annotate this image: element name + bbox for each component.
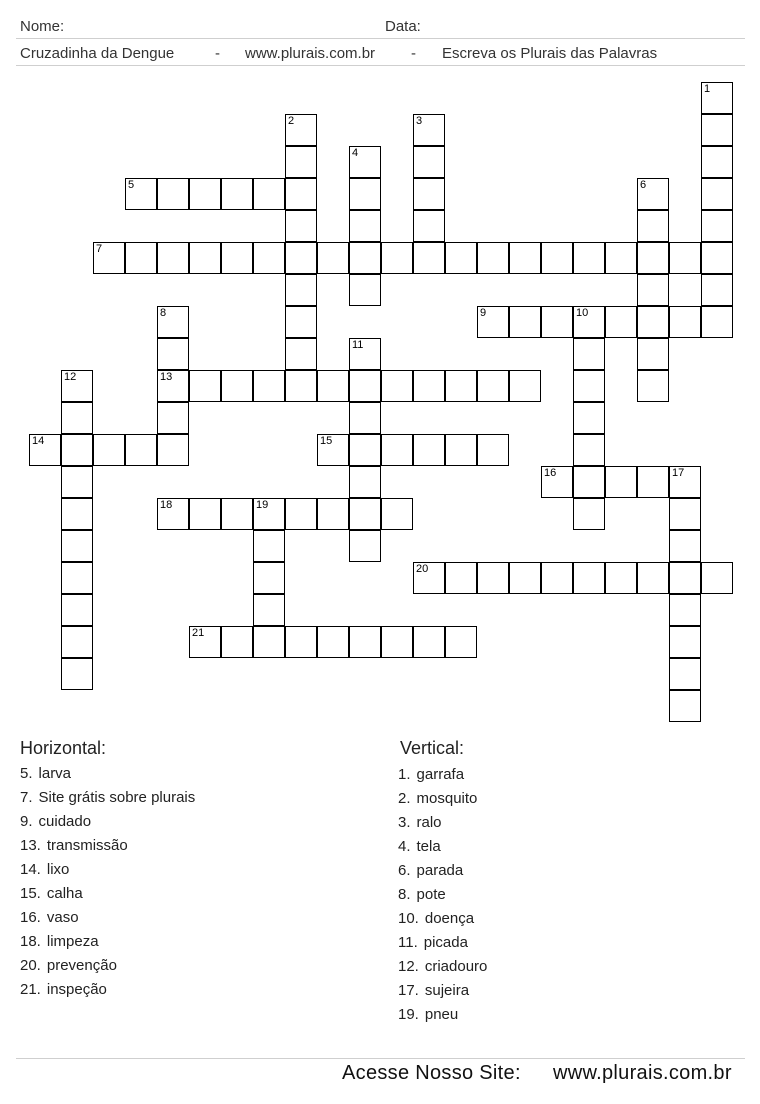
- crossword-cell[interactable]: [477, 306, 509, 338]
- clue-number: 4: [352, 147, 359, 159]
- crossword-cell[interactable]: [189, 178, 221, 210]
- crossword-cell[interactable]: [285, 338, 317, 370]
- crossword-cell[interactable]: [381, 434, 413, 466]
- across-clue-item: [20, 906, 195, 930]
- crossword-cell[interactable]: [285, 498, 317, 530]
- crossword-cell[interactable]: [61, 562, 93, 594]
- clue-number: 20: [416, 563, 429, 575]
- clue-item-number: 14.: [20, 861, 41, 878]
- crossword-cell[interactable]: [381, 370, 413, 402]
- crossword-cell[interactable]: [701, 562, 733, 594]
- crossword-cell[interactable]: [125, 242, 157, 274]
- clue-item-text: tela: [416, 838, 441, 855]
- crossword-cell[interactable]: [477, 562, 509, 594]
- crossword-cell[interactable]: [413, 434, 445, 466]
- clue-item-text: prevenção: [46, 957, 117, 974]
- crossword-cell[interactable]: [349, 274, 381, 306]
- across-clue-list: [20, 762, 195, 1002]
- down-clue-item: [398, 835, 487, 859]
- crossword-cell[interactable]: [605, 562, 637, 594]
- crossword-cell[interactable]: [349, 530, 381, 562]
- across-clues-title: Horizontal:: [20, 738, 107, 758]
- across-clue-item: [20, 858, 195, 882]
- crossword-cell[interactable]: [189, 370, 221, 402]
- crossword-cell[interactable]: [253, 530, 285, 562]
- crossword-cell[interactable]: [189, 242, 221, 274]
- crossword-cell[interactable]: [285, 146, 317, 178]
- crossword-cell[interactable]: [61, 402, 93, 434]
- down-clue-item: [398, 787, 487, 811]
- crossword-cell[interactable]: [509, 242, 541, 274]
- crossword-cell[interactable]: [701, 146, 733, 178]
- crossword-cell[interactable]: [701, 210, 733, 242]
- clue-number: 13: [160, 371, 173, 383]
- across-clue-item: [20, 954, 195, 978]
- crossword-cell[interactable]: [669, 498, 701, 530]
- crossword-cell[interactable]: [701, 114, 733, 146]
- crossword-cell[interactable]: [413, 178, 445, 210]
- crossword-cell[interactable]: [669, 690, 701, 722]
- crossword-cell[interactable]: [477, 434, 509, 466]
- clue-item-number: 9.: [20, 813, 33, 830]
- across-clue-item: [20, 786, 195, 810]
- clue-item-number: 7.: [20, 789, 33, 806]
- crossword-cell[interactable]: [573, 498, 605, 530]
- clue-number: 19: [256, 499, 269, 511]
- across-clue-item: [20, 834, 195, 858]
- clue-item-number: 13.: [20, 837, 41, 854]
- clue-item-text: sujeira: [424, 982, 470, 999]
- crossword-cell[interactable]: [157, 402, 189, 434]
- crossword-cell[interactable]: [413, 626, 445, 658]
- crossword-cell[interactable]: [445, 434, 477, 466]
- clue-item-text: cuidado: [38, 813, 92, 830]
- clue-item-number: 16.: [20, 909, 41, 926]
- header-site-link[interactable]: www.plurais.com.br: [245, 45, 376, 62]
- crossword-cell[interactable]: [637, 562, 669, 594]
- crossword-cell[interactable]: [349, 210, 381, 242]
- crossword-cell[interactable]: [125, 434, 157, 466]
- crossword-cell[interactable]: [637, 306, 669, 338]
- crossword-cell[interactable]: [253, 178, 285, 210]
- clue-number: 18: [160, 499, 173, 511]
- crossword-cell[interactable]: [413, 146, 445, 178]
- crossword-cell[interactable]: [61, 626, 93, 658]
- clue-item-text: lixo: [46, 861, 70, 878]
- clue-item-text: picada: [423, 934, 468, 951]
- down-clue-item: [398, 979, 487, 1003]
- clue-item-number: 5.: [20, 765, 33, 782]
- crossword-cell[interactable]: [637, 338, 669, 370]
- crossword-cell[interactable]: [573, 466, 605, 498]
- clue-item-text: pneu: [424, 1006, 459, 1023]
- down-clue-list: [398, 763, 487, 1027]
- crossword-cell[interactable]: [221, 178, 253, 210]
- crossword-cell[interactable]: [125, 178, 157, 210]
- clue-item-text: ralo: [416, 814, 442, 831]
- clue-item-number: 11.: [398, 934, 418, 951]
- across-clue-item: [20, 978, 195, 1002]
- crossword-cell[interactable]: [541, 466, 573, 498]
- crossword-cell[interactable]: [701, 82, 733, 114]
- crossword-cell[interactable]: [509, 370, 541, 402]
- crossword-cell[interactable]: [349, 434, 381, 466]
- crossword-cell[interactable]: [669, 242, 701, 274]
- clue-item-text: limpeza: [46, 933, 99, 950]
- crossword-cell[interactable]: [253, 370, 285, 402]
- down-clues-title: Vertical:: [400, 738, 465, 758]
- crossword-cell[interactable]: [29, 434, 61, 466]
- crossword-cell[interactable]: [349, 498, 381, 530]
- crossword-cell[interactable]: [317, 370, 349, 402]
- clue-number: 9: [480, 307, 487, 319]
- crossword-cell[interactable]: [701, 306, 733, 338]
- footer-divider: [16, 1058, 745, 1059]
- down-clue-item: [398, 907, 487, 931]
- crossword-cell[interactable]: [541, 562, 573, 594]
- crossword-cell[interactable]: [61, 434, 93, 466]
- crossword-cell[interactable]: [189, 498, 221, 530]
- crossword-cell[interactable]: [669, 594, 701, 626]
- crossword-cell[interactable]: [637, 178, 669, 210]
- down-clue-item: [398, 955, 487, 979]
- crossword-cell[interactable]: [637, 274, 669, 306]
- clue-item-number: 2.: [398, 790, 411, 807]
- clue-item-text: mosquito: [416, 790, 478, 807]
- crossword-cell[interactable]: [637, 210, 669, 242]
- clue-number: 12: [64, 371, 77, 383]
- crossword-cell[interactable]: [381, 242, 413, 274]
- clue-number: 16: [544, 467, 557, 479]
- crossword-cell[interactable]: [349, 338, 381, 370]
- page-title: Cruzadinha da Dengue: [20, 45, 175, 62]
- crossword-cell[interactable]: [413, 562, 445, 594]
- clue-number: 2: [288, 115, 295, 127]
- across-clue-item: [20, 810, 195, 834]
- crossword-cell[interactable]: [61, 658, 93, 690]
- crossword-cell[interactable]: [221, 626, 253, 658]
- crossword-cell[interactable]: [573, 434, 605, 466]
- footer-label: Acesse Nosso Site:: [342, 1062, 521, 1084]
- crossword-cell[interactable]: [221, 242, 253, 274]
- clue-item-text: vaso: [46, 909, 79, 926]
- crossword-cell[interactable]: [157, 178, 189, 210]
- clue-item-text: Site grátis sobre plurais: [38, 789, 196, 806]
- clue-number: 21: [192, 627, 205, 639]
- crossword-cell[interactable]: [701, 178, 733, 210]
- crossword-cell[interactable]: [669, 306, 701, 338]
- crossword-cell[interactable]: [157, 370, 189, 402]
- clue-item-text: doença: [424, 910, 475, 927]
- crossword-cell[interactable]: [637, 466, 669, 498]
- clue-item-text: parada: [416, 862, 464, 879]
- crossword-cell[interactable]: [61, 530, 93, 562]
- clue-item-number: 20.: [20, 957, 41, 974]
- crossword-cell[interactable]: [157, 498, 189, 530]
- clue-number: 6: [640, 179, 647, 191]
- crossword-cell[interactable]: [573, 306, 605, 338]
- crossword-cell[interactable]: [157, 306, 189, 338]
- crossword-cell[interactable]: [541, 306, 573, 338]
- crossword-cell[interactable]: [381, 626, 413, 658]
- crossword-cell[interactable]: [541, 242, 573, 274]
- clue-number: 8: [160, 307, 167, 319]
- clue-item-number: 21.: [20, 981, 41, 998]
- crossword-cell[interactable]: [61, 466, 93, 498]
- crossword-cell[interactable]: [445, 562, 477, 594]
- clue-item-number: 18.: [20, 933, 41, 950]
- down-clue-item: [398, 883, 487, 907]
- crossword-cell[interactable]: [317, 434, 349, 466]
- crossword-cell[interactable]: [221, 370, 253, 402]
- instruction-text: Escreva os Plurais das Palavras: [442, 45, 658, 62]
- crossword-cell[interactable]: [61, 370, 93, 402]
- crossword-cell[interactable]: [349, 242, 381, 274]
- crossword-cell[interactable]: [285, 370, 317, 402]
- crossword-cell[interactable]: [573, 242, 605, 274]
- crossword-cell[interactable]: [445, 370, 477, 402]
- clue-item-text: inspeção: [46, 981, 107, 998]
- crossword-cell[interactable]: [477, 242, 509, 274]
- crossword-cell[interactable]: [477, 370, 509, 402]
- crossword-cell[interactable]: [285, 178, 317, 210]
- crossword-cell[interactable]: [445, 242, 477, 274]
- down-clue-item: [398, 763, 487, 787]
- clue-number: 10: [576, 307, 589, 319]
- crossword-cell[interactable]: [285, 306, 317, 338]
- clue-item-number: 8.: [398, 886, 411, 903]
- crossword-cell[interactable]: [285, 114, 317, 146]
- crossword-cell[interactable]: [573, 338, 605, 370]
- crossword-cell[interactable]: [253, 498, 285, 530]
- clue-item-number: 15.: [20, 885, 41, 902]
- clue-item-text: garrafa: [416, 766, 465, 783]
- crossword-cell[interactable]: [381, 498, 413, 530]
- crossword-cell[interactable]: [285, 210, 317, 242]
- crossword-cell[interactable]: [669, 466, 701, 498]
- crossword-cell[interactable]: [253, 562, 285, 594]
- crossword-cell[interactable]: [701, 242, 733, 274]
- crossword-cell[interactable]: [605, 242, 637, 274]
- crossword-cell[interactable]: [61, 498, 93, 530]
- clue-item-text: transmissão: [46, 837, 128, 854]
- clue-number: 17: [672, 467, 685, 479]
- crossword-cell[interactable]: [669, 530, 701, 562]
- clue-number: 5: [128, 179, 135, 191]
- crossword-cell[interactable]: [637, 242, 669, 274]
- crossword-cell[interactable]: [285, 242, 317, 274]
- crossword-cell[interactable]: [605, 306, 637, 338]
- crossword-cell[interactable]: [701, 274, 733, 306]
- crossword-cell[interactable]: [285, 626, 317, 658]
- crossword-cell[interactable]: [317, 626, 349, 658]
- down-clue-item: [398, 931, 487, 955]
- crossword-cell[interactable]: [349, 370, 381, 402]
- clue-item-number: 6.: [398, 862, 411, 879]
- crossword-cell[interactable]: [349, 402, 381, 434]
- crossword-cell[interactable]: [157, 338, 189, 370]
- crossword-cell[interactable]: [253, 242, 285, 274]
- clue-item-text: calha: [46, 885, 83, 902]
- crossword-cell[interactable]: [157, 242, 189, 274]
- crossword-cell[interactable]: [637, 370, 669, 402]
- clue-item-number: 17.: [398, 982, 419, 999]
- down-clue-item: [398, 859, 487, 883]
- date-label: Data:: [385, 18, 421, 35]
- clue-number: 14: [32, 435, 45, 447]
- crossword-cell[interactable]: [317, 498, 349, 530]
- clue-item-text: criadouro: [424, 958, 488, 975]
- name-label: Nome:: [20, 18, 65, 35]
- clue-item-text: pote: [416, 886, 446, 903]
- crossword-cell[interactable]: [349, 466, 381, 498]
- down-clue-item: [398, 1003, 487, 1027]
- crossword-cell[interactable]: [413, 114, 445, 146]
- clue-number: 3: [416, 115, 423, 127]
- crossword-cell[interactable]: [349, 626, 381, 658]
- clue-item-number: 10.: [398, 910, 419, 927]
- crossword-cell[interactable]: [285, 274, 317, 306]
- crossword-cell[interactable]: [573, 562, 605, 594]
- crossword-cell[interactable]: [669, 658, 701, 690]
- clue-item-text: larva: [38, 765, 72, 782]
- across-clue-item: [20, 882, 195, 906]
- clue-number: 11: [352, 339, 364, 351]
- clue-item-number: 12.: [398, 958, 419, 975]
- clue-number: 15: [320, 435, 333, 447]
- crossword-cell[interactable]: [413, 210, 445, 242]
- footer-site-link[interactable]: www.plurais.com.br: [553, 1062, 732, 1084]
- crossword-cell[interactable]: [189, 626, 221, 658]
- crossword-cell[interactable]: [669, 562, 701, 594]
- down-clue-item: [398, 811, 487, 835]
- clue-item-number: 1.: [398, 766, 411, 783]
- clue-number: 1: [704, 83, 711, 95]
- crossword-cell[interactable]: [93, 434, 125, 466]
- crossword-cell[interactable]: [349, 146, 381, 178]
- crossword-cell[interactable]: [93, 242, 125, 274]
- crossword-cell[interactable]: [445, 626, 477, 658]
- crossword-cell[interactable]: [573, 402, 605, 434]
- crossword-cell[interactable]: [573, 370, 605, 402]
- crossword-cell[interactable]: [253, 626, 285, 658]
- crossword-cell[interactable]: [157, 434, 189, 466]
- across-clue-item: [20, 930, 195, 954]
- crossword-cell[interactable]: [61, 594, 93, 626]
- title-separator: -: [215, 45, 220, 62]
- crossword-cell[interactable]: [413, 370, 445, 402]
- crossword-cell[interactable]: [349, 178, 381, 210]
- crossword-cell[interactable]: [317, 242, 349, 274]
- crossword-cell[interactable]: [221, 498, 253, 530]
- crossword-cell[interactable]: [509, 306, 541, 338]
- title-separator: -: [411, 45, 416, 62]
- crossword-cell[interactable]: [669, 626, 701, 658]
- crossword-cell[interactable]: [605, 466, 637, 498]
- clue-item-number: 3.: [398, 814, 411, 831]
- crossword-cell[interactable]: [253, 594, 285, 626]
- crossword-cell[interactable]: [509, 562, 541, 594]
- across-clue-item: [20, 762, 195, 786]
- crossword-cell[interactable]: [413, 242, 445, 274]
- clue-number: 7: [96, 243, 103, 255]
- clue-item-number: 4.: [398, 838, 411, 855]
- clue-item-number: 19.: [398, 1006, 419, 1023]
